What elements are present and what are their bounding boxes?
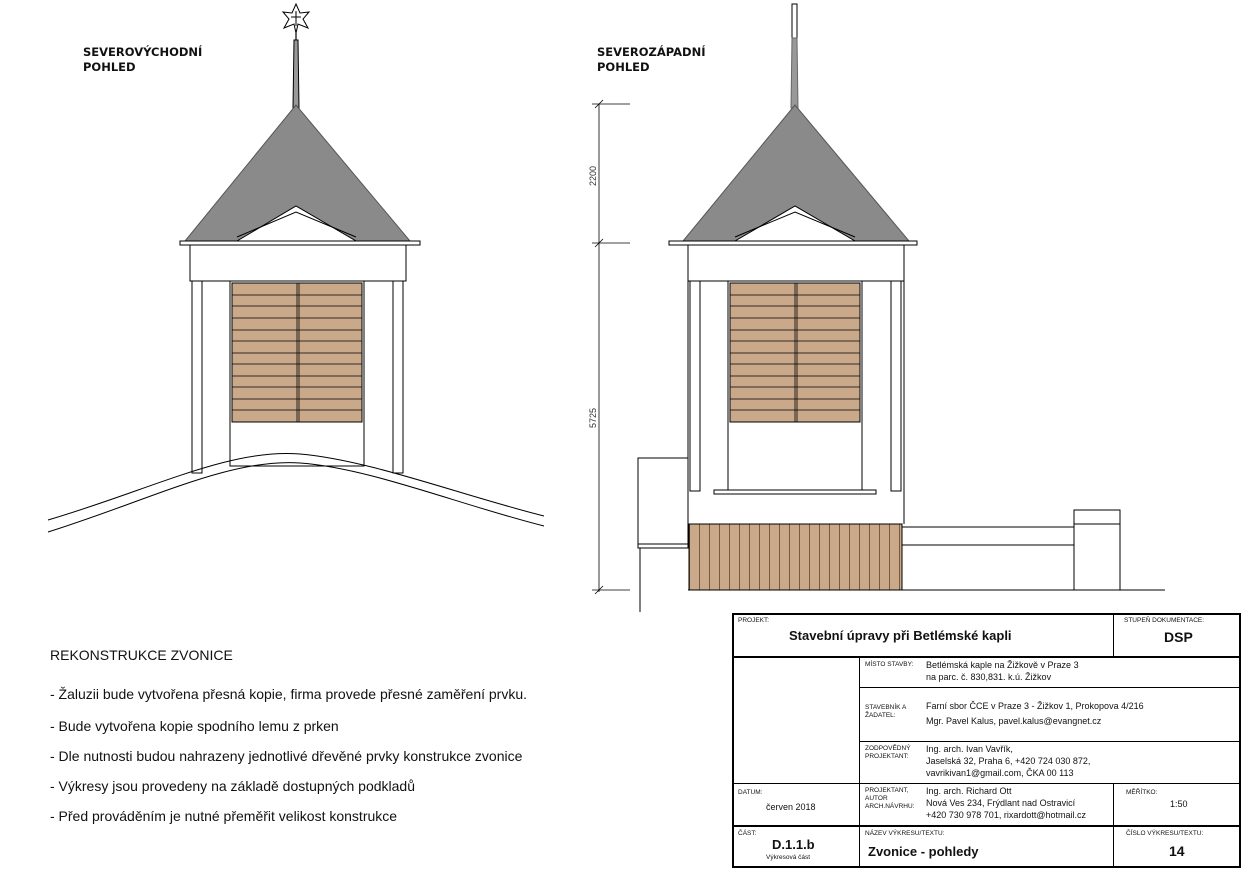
- star-cross-finial: [283, 4, 309, 33]
- part-subtitle: Výkresová část: [766, 854, 811, 861]
- investor-line1: Farní sbor ČCE v Praze 3 - Žižkov 1, Prokopova 4/216: [926, 701, 1144, 711]
- date-value: červen 2018: [766, 802, 816, 812]
- author-line2: Nová Ves 234, Frýdlant nad Ostravicí: [926, 798, 1076, 808]
- drawing-number-value: 14: [1169, 843, 1185, 859]
- designer-label-line2: PROJEKTANT:: [865, 753, 909, 760]
- note-item: - Výkresy jsou provedeny na základě dostupných podkladů: [50, 778, 415, 794]
- designer-label-line1: ZODPOVĚDNÝ: [865, 745, 911, 752]
- drawing-name-label: NÁZEV VÝKRESU/TEXTU:: [865, 830, 945, 837]
- nw-bell-tower: [638, 4, 1165, 612]
- note-item: - Před prováděním je nutné přeměřit velikost konstrukce: [50, 808, 398, 824]
- dimension-2200: 2200: [588, 165, 598, 186]
- note-item: - Dle nutnosti budou nahrazeny jednotlivé dřevěné prvky konstrukce zvonice: [50, 748, 523, 764]
- part-label: ČÁST:: [738, 830, 757, 837]
- scale-value: 1:50: [1170, 799, 1188, 809]
- part-value: D.1.1.b: [772, 837, 815, 852]
- author-label-line1: PROJEKTANT,: [865, 787, 909, 794]
- nw-view-title-line2: POHLED: [597, 60, 650, 74]
- ne-bell-tower: [180, 4, 420, 473]
- designer-line1: Ing. arch. Ivan Vavřík,: [926, 744, 1013, 754]
- scale-label: MĚŘÍTKO:: [1126, 789, 1158, 796]
- ne-view-title-line2: POHLED: [83, 60, 136, 74]
- site-label: MÍSTO STAVBY:: [865, 661, 914, 668]
- author-line1: Ing. arch. Richard Ott: [926, 786, 1012, 796]
- drawing-name-value: Zvonice - pohledy: [868, 844, 979, 859]
- drawing-number-label: ČÍSLO VÝKRESU/TEXTU:: [1126, 830, 1204, 837]
- project-name: Stavební úpravy při Betlémské kapli: [789, 628, 1012, 643]
- ne-view-title-line1: SEVEROVÝCHODNÍ: [83, 45, 203, 59]
- note-item: - Bude vytvořena kopie spodního lemu z prken: [50, 718, 339, 734]
- designer-line2: Jaselská 32, Praha 6, +420 724 030 872,: [926, 756, 1091, 766]
- note-item: - Žaluzii bude vytvořena přesná kopie, firma provede přesné zaměření prvku.: [50, 686, 528, 702]
- site-value: [926, 659, 1079, 683]
- stage-label: STUPEŇ DOKUMENTACE:: [1124, 617, 1205, 624]
- author-value: [926, 785, 1086, 821]
- investor-label-line2: ŽADATEL:: [865, 712, 896, 719]
- author-label: [865, 787, 914, 811]
- date-label: DATUM:: [738, 789, 763, 796]
- author-label-line2: AUTOR: [865, 795, 888, 802]
- investor-value: [926, 700, 1144, 727]
- site-line2: na parc. č. 830,831. k.ú. Žižkov: [926, 672, 1052, 682]
- author-label-line3: ARCH.NÁVRHU:: [865, 803, 915, 810]
- designer-value: [926, 743, 1090, 779]
- investor-label: [865, 704, 906, 720]
- title-block: [732, 613, 1241, 868]
- nw-view-title-line1: SEVEROZÁPADNÍ: [597, 45, 706, 59]
- investor-label-line1: STAVEBNÍK A: [865, 704, 907, 711]
- author-line3: +420 730 978 701, rixardott@hotmail.cz: [926, 810, 1086, 820]
- notes-title: REKONSTRUKCE ZVONICE: [50, 647, 233, 663]
- site-line1: Betlémská kaple na Žižkově v Praze 3: [926, 660, 1079, 670]
- project-label: PROJEKT:: [738, 617, 770, 624]
- designer-line3: vavrikivan1@gmail.com, ČKA 00 113: [926, 768, 1074, 778]
- dimension-5725: 5725: [588, 407, 598, 428]
- stage-value: DSP: [1164, 629, 1193, 645]
- investor-line2: Mgr. Pavel Kalus, pavel.kalus@evangnet.cz: [926, 716, 1102, 726]
- designer-label: [865, 745, 911, 761]
